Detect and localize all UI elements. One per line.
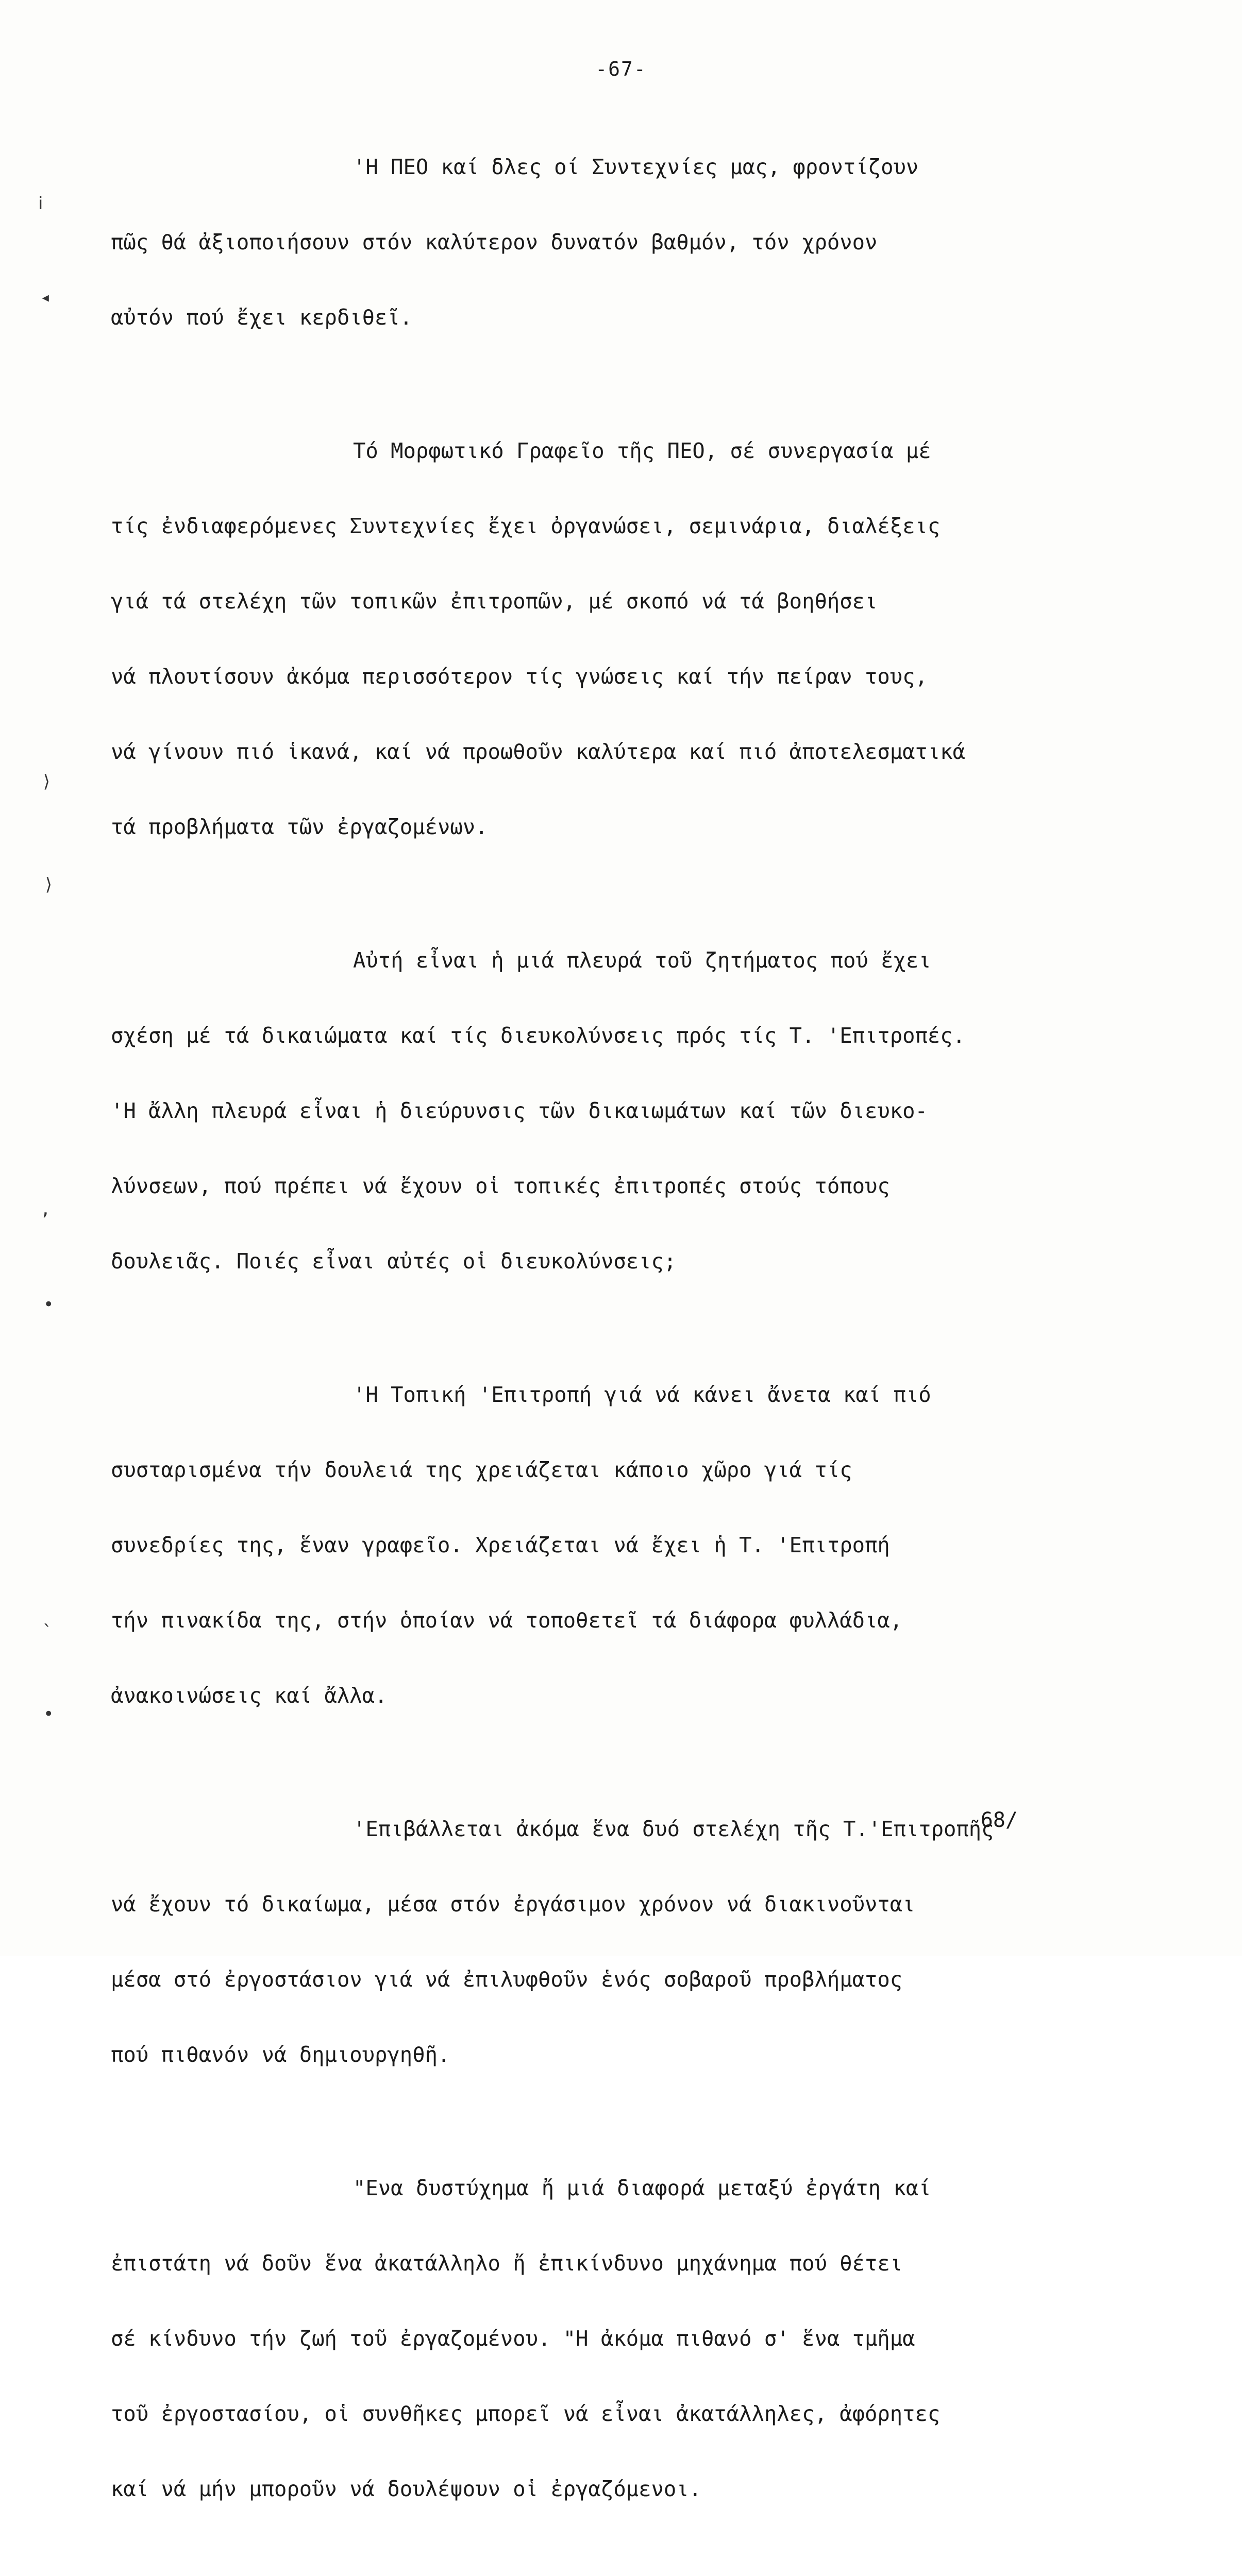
text-line: νά ἔχουν τό δικαίωμα, μέσα στόν ἐργάσιμον χρόνον νά διακινοῦνται <box>111 1892 915 1917</box>
text-line: τήν πινακίδα της, στήν ὁποίαν νά τοποθετεῖ τά διάφορα φυλλάδια, <box>111 1608 903 1633</box>
text-line: ἀνακοινώσεις καί ἄλλα. <box>111 1683 388 1708</box>
text-line: πῶς θά ἀξιοποιήσουν στόν καλύτερον δυνατόν βαθμόν, τόν χρόνον <box>111 230 878 255</box>
text-line: λύνσεων, πού πρέπει νά ἔχουν οἱ τοπικές ἐπιτροπές στούς τόπους <box>111 1174 890 1198</box>
text-line: τά προβλήματα τῶν ἐργαζομένων. <box>111 815 488 839</box>
text-line: 'Η ἄλλη πλευρά εἶναι ἡ διεύρυνσις τῶν δικαιωμάτων καί τῶν διευκο- <box>111 1098 928 1123</box>
text-line: αὐτόν πού ἔχει κερδιθεῖ. <box>111 305 413 330</box>
paragraph <box>111 111 1183 374</box>
text-line: μέσα στό ἐργοστάσιον γιά νά ἐπιλυφθοῦν ἑνός σοβαροῦ προβλήματος <box>111 1967 903 1992</box>
margin-mark: ⅰ <box>38 193 43 214</box>
text-line: πού πιθανόν νά δημιουργηθῆ. <box>111 2042 450 2067</box>
text-line: 'Η ΠΕΟ καί δλες οί Συντεχνίες μας, φροντίζουν <box>353 155 919 179</box>
page-number: -67- <box>595 58 647 80</box>
text-line: 'Επιβάλλεται ἀκόμα ἕνα δυό στελέχη τῆς Τ.'Επιτροπῆς <box>353 1817 994 1841</box>
paragraph <box>111 1773 1183 2111</box>
text-line: ἐπιστάτη νά δοῦν ἕνα ἀκατάλληλο ἤ ἐπικίνδυνο μηχάνημα πού θέτει <box>111 2251 903 2276</box>
text-line: Αὐτή εἶναι ἡ μιά πλευρά τοῦ ζητήματος πού ἔχει <box>353 948 931 973</box>
body-text <box>111 111 1183 2576</box>
text-line: συνεδρίες της, ἕναν γραφεῖο. Χρειάζεται νά ἔχει ἡ Τ. 'Επιτροπή <box>111 1533 890 1557</box>
paragraph <box>111 2566 1183 2576</box>
paragraph <box>111 1338 1183 1752</box>
text-line: νά γίνουν πιό ἱκανά, καί νά προωθοῦν καλύτερα καί πιό ἀποτελεσματικά <box>111 739 966 764</box>
text-line: τίς ἐνδιαφερόμενες Συντεχνίες ἔχει ὀργανώσει, σεμινάρια, διαλέξεις <box>111 514 941 538</box>
text-line: Τό Μορφωτικό Γραφεῖο τῆς ΠΕΟ, σέ συνεργασία μέ <box>353 438 931 463</box>
paragraph <box>111 395 1183 884</box>
text-line: 'Η Τοπική 'Επιτροπή γιά νά κάνει ἄνετα καί πιό <box>353 1382 931 1407</box>
margin-mark: ⟩ <box>41 771 52 792</box>
margin-mark: ◂ <box>40 287 51 308</box>
margin-mark: • <box>43 1294 54 1315</box>
text-line: τοῦ ἐργοστασίου, οἱ συνθῆκες μπορεῖ νά εἶναι ἀκατάλληλες, ἀφόρητες <box>111 2401 941 2426</box>
margin-mark: • <box>43 1704 54 1724</box>
text-line: σέ κίνδυνο τήν ζωή τοῦ ἐργαζομένου. "Η ἀκόμα πιθανό σ' ἕνα τμῆμα <box>111 2326 915 2351</box>
margin-mark: ˎ <box>41 1606 52 1626</box>
paragraph <box>111 904 1183 1318</box>
margin-mark: , <box>40 1199 51 1219</box>
text-line: δουλειᾶς. Ποιές εἶναι αὐτές οἱ διευκολύνσεις; <box>111 1249 677 1274</box>
continuation-reference: 68/ <box>980 1808 1018 1832</box>
margin-mark: ⟩ <box>43 874 54 895</box>
paragraph <box>111 2132 1183 2546</box>
text-line: σχέση μέ τά δικαιώματα καί τίς διευκολύνσεις πρός τίς Τ. 'Επιτροπές. <box>111 1023 966 1048</box>
text-line: "Ενα δυστύχημα ἤ μιά διαφορά μεταξύ ἐργάτη καί <box>353 2176 931 2200</box>
text-line: νά πλουτίσουν ἀκόμα περισσότερον τίς γνώσεις καί τήν πείραν τους, <box>111 664 928 689</box>
text-line: καί νά μήν μποροῦν νά δουλέψουν οἱ ἐργαζόμενοι. <box>111 2477 702 2501</box>
text-line: συσταρισμένα τήν δουλειά της χρειάζεται κάποιο χῶρο γιά τίς <box>111 1458 852 1482</box>
text-line: γιά τά στελέχη τῶν τοπικῶν ἐπιτροπῶν, μέ σκοπό νά τά βοηθήσει <box>111 589 878 614</box>
